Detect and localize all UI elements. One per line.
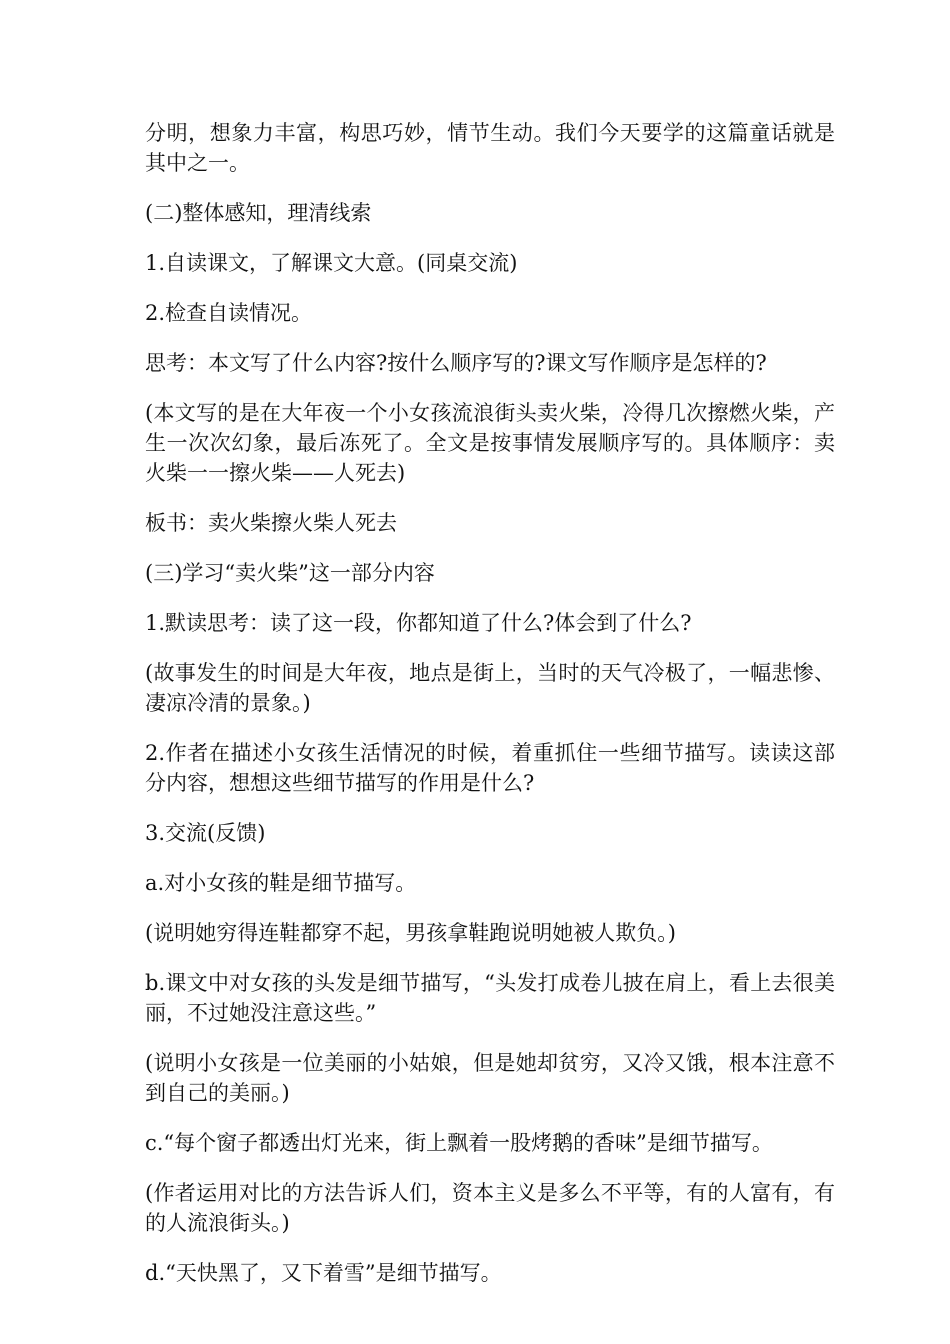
detail-shoes: a.对小女孩的鞋是细节描写。 xyxy=(145,871,417,895)
section-heading-selling: (三)学习“卖火柴”这一部分内容 xyxy=(145,561,435,585)
document-page xyxy=(145,118,835,1308)
thinking-question: 思考：本文写了什么内容?按什么顺序写的?课文写作顺序是怎样的? xyxy=(145,351,767,375)
detail-hair: b.课文中对女孩的头发是细节描写，“头发打成卷儿披在肩上，看上去很美丽，不过她没注意这些。” xyxy=(145,971,835,1025)
paragraph-intro-end: 分明，想象力丰富，构思巧妙，情节生动。我们今天要学的这篇童话就是其中之一。 xyxy=(145,121,835,175)
step-feedback: 3.交流(反馈) xyxy=(145,821,266,845)
step-detail-description: 2.作者在描述小女孩生活情况的时候，着重抓住一些细节描写。读读这部分内容，想想这些细节描写的作用是什么? xyxy=(145,741,835,795)
detail-weather: d.“天快黑了，又下着雪”是细节描写。 xyxy=(145,1261,502,1285)
step-silent-read: 1.默读思考：读了这一段，你都知道了什么?体会到了什么? xyxy=(145,611,692,635)
explanation-shoes: (说明她穷得连鞋都穿不起，男孩拿鞋跑说明她被人欺负。) xyxy=(145,921,676,945)
answer-setting: (故事发生的时间是大年夜，地点是街上，当时的天气冷极了，一幅悲惨、凄凉冷清的景象。) xyxy=(145,661,835,715)
step-self-read: 1.自读课文，了解课文大意。(同桌交流) xyxy=(145,251,518,275)
board-note: 板书：卖火柴擦火柴人死去 xyxy=(145,511,397,535)
detail-windows: c.“每个窗子都透出灯光来，街上飘着一股烤鹅的香味”是细节描写。 xyxy=(145,1131,773,1155)
explanation-hair: (说明小女孩是一位美丽的小姑娘，但是她却贫穷，又冷又饿，根本注意不到自己的美丽。) xyxy=(145,1051,835,1105)
answer-summary: (本文写的是在大年夜一个小女孩流浪街头卖火柴，冷得几次擦燃火柴，产生一次次幻象，最后冻死了。全文是按事情发展顺序写的。具体顺序：卖火柴一一擦火柴——人死去) xyxy=(145,401,835,485)
explanation-windows: (作者运用对比的方法告诉人们，资本主义是多么不平等，有的人富有，有的人流浪街头。) xyxy=(145,1181,835,1235)
step-check-reading: 2.检查自读情况。 xyxy=(145,301,313,325)
section-heading-overall: (二)整体感知，理清线索 xyxy=(145,201,372,225)
